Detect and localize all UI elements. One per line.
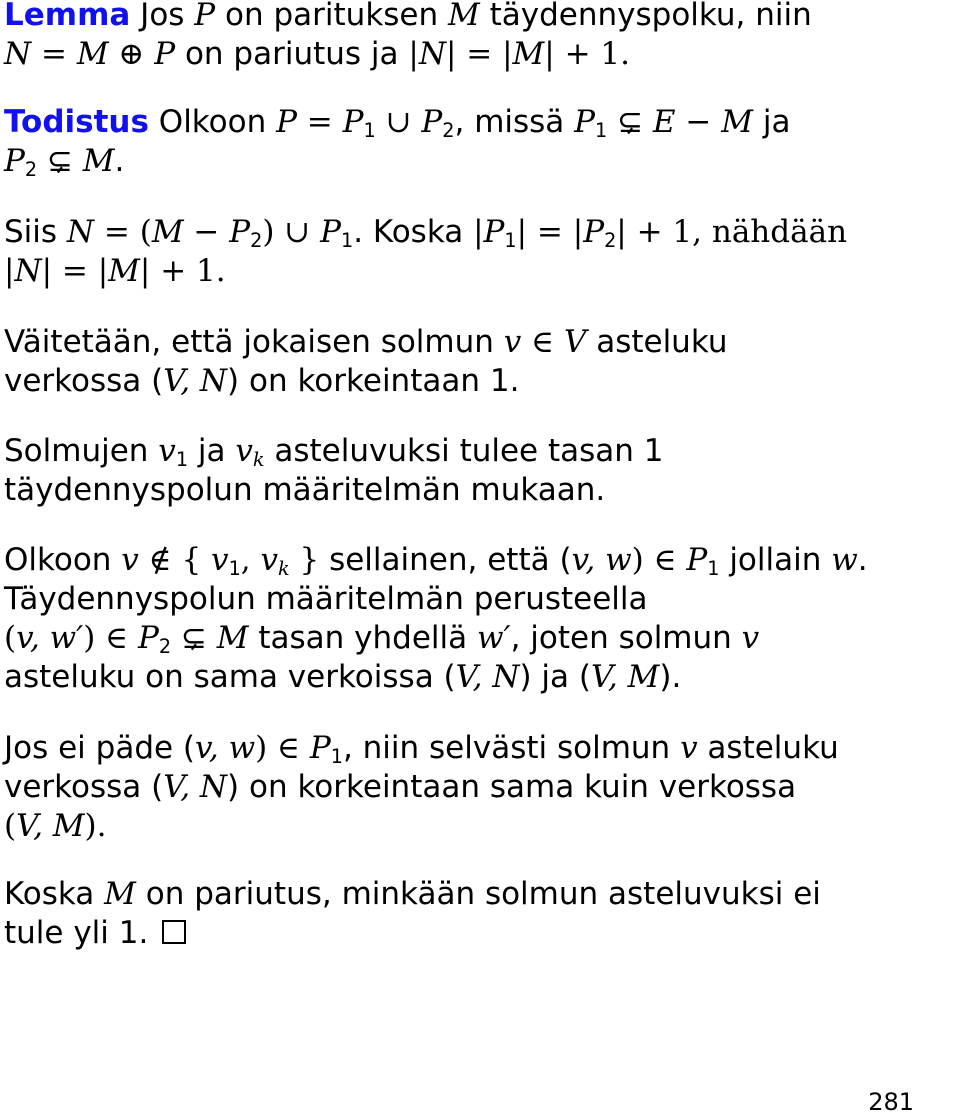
math-symbol: P [276, 104, 297, 140]
math-symbol: v [503, 324, 522, 360]
math-operator: + 1, nähdään [626, 214, 848, 250]
math-operator: ⊊ [37, 143, 83, 179]
subscript: 2 [24, 157, 38, 181]
math-symbol: v, w [571, 542, 632, 578]
math-operator: ( [4, 620, 17, 656]
proof-line-1 [4, 103, 790, 142]
page-number: 281 [868, 1088, 914, 1116]
p8-line-2 [4, 914, 821, 953]
math-symbol: P [574, 104, 596, 140]
math-symbol: M [216, 620, 249, 656]
math-operator: ) ∈ [255, 730, 310, 766]
p3-line-1 [4, 213, 847, 252]
math-symbol: v [741, 620, 760, 656]
text: sellainen, että ( [319, 542, 572, 578]
subscript: 1 [340, 228, 354, 252]
math-symbol: |N| [4, 253, 53, 289]
math-symbol: w [831, 542, 858, 578]
math-operator: ). [84, 808, 107, 844]
math-operator: − [183, 214, 230, 250]
math-symbol: N [66, 214, 95, 250]
subscript: 1 [175, 447, 189, 471]
lemma-line-2 [4, 35, 812, 74]
math-operator: ) ∪ [262, 214, 321, 250]
subscript: k [252, 447, 265, 471]
math-symbol: P [137, 620, 159, 656]
p4-line-1 [4, 323, 727, 362]
paragraph-7 [4, 729, 839, 846]
text: ) on korkeintaan 1. [227, 363, 520, 399]
math-operator: = [527, 214, 573, 250]
text: on parituksen [215, 0, 448, 33]
math-operator: = [296, 104, 343, 140]
math-symbol: P [154, 36, 176, 72]
text: Jos [140, 0, 195, 33]
text: on pariutus ja [175, 36, 409, 72]
math-symbol: V, M [16, 808, 85, 844]
text: jollain [719, 542, 832, 578]
math-symbol: M [151, 214, 184, 250]
text: , niin selvästi solmun [342, 730, 681, 766]
text: verkossa ( [4, 769, 164, 805]
text: asteluvuksi tulee tasan 1 [264, 433, 664, 469]
math-symbol: | [516, 214, 528, 250]
lemma-paragraph [4, 0, 812, 74]
math-symbol: V, N [163, 363, 228, 399]
math-operator: ⊊ [171, 620, 217, 656]
math-symbol: M [448, 0, 480, 33]
math-symbol: V, M [590, 659, 660, 695]
lemma-keyword: Lemma [4, 0, 131, 33]
text: , missä [454, 104, 575, 140]
paragraph-5 [4, 432, 664, 510]
math-operator: + 1. [554, 36, 630, 72]
subscript: 1 [504, 228, 517, 252]
text: Jos ei päde ( [4, 730, 196, 766]
math-symbol: v [235, 433, 253, 469]
proof-paragraph [4, 103, 790, 181]
math-symbol: P [686, 542, 708, 578]
text: Olkoon [158, 104, 277, 140]
math-operator: , [240, 542, 261, 578]
math-operator: ∈ [521, 324, 564, 360]
math-operator: ) ∈ [83, 620, 138, 656]
text: Väitetään, että jokaisen solmun [4, 324, 504, 360]
math-symbol: P [309, 730, 331, 766]
math-operator: ⊕ [108, 36, 155, 72]
p6-line-4 [4, 658, 868, 697]
math-symbol: |P [473, 214, 505, 250]
subscript: 1 [595, 118, 608, 142]
math-symbol: P [229, 214, 251, 250]
p6-line-1 [4, 541, 868, 580]
p4-line-2 [4, 362, 727, 401]
text: . [114, 143, 125, 179]
math-symbol: P [4, 143, 25, 179]
math-symbol: |M| [97, 253, 151, 289]
math-operator: = [31, 36, 77, 72]
proof-line-2 [4, 142, 790, 181]
text: . Koska [353, 214, 474, 250]
math-symbol: V, N [163, 769, 228, 805]
text: Siis [4, 214, 67, 250]
math-symbol: P [342, 104, 364, 140]
math-symbol: v [121, 542, 139, 578]
math-symbol: v [680, 730, 698, 766]
qed-square-icon [162, 920, 186, 944]
text: Koska [4, 876, 105, 912]
math-operator: ) ∈ [631, 542, 687, 578]
text: täydennyspolku, niin [479, 0, 812, 33]
text: tasan yhdellä [248, 620, 477, 656]
text: asteluku [586, 324, 728, 360]
math-symbol: |P [572, 214, 605, 250]
subscript: 1 [330, 744, 343, 768]
math-symbol: M [721, 104, 753, 140]
subscript: 2 [158, 634, 172, 658]
lemma-line-1 [4, 0, 812, 35]
text: ) ja ( [519, 659, 591, 695]
math-operator: − [675, 104, 722, 140]
math-operator: + 1. [150, 253, 226, 289]
p7-line-2 [4, 768, 839, 807]
text: Solmujen [4, 433, 159, 469]
subscript: 2 [604, 228, 617, 252]
math-symbol: E [652, 104, 676, 140]
paragraph-4 [4, 323, 727, 401]
math-symbol: P [320, 214, 341, 250]
p3-line-2 [4, 252, 847, 291]
p7-line-3 [4, 807, 839, 846]
text: . [857, 542, 868, 578]
math-symbol: P [421, 104, 443, 140]
math-symbol: v [158, 433, 176, 469]
paragraph-8 [4, 875, 821, 953]
math-symbol: v [211, 542, 229, 578]
text: Olkoon [4, 542, 122, 578]
math-symbol: M [76, 36, 109, 72]
math-operator: = [52, 253, 98, 289]
text: on pariutus, minkään solmun asteluvuksi ei [135, 876, 821, 912]
text: ) on korkeintaan sama kuin verkossa [227, 769, 797, 805]
text: tule yli 1. [4, 915, 149, 951]
math-symbol: |N| [408, 36, 457, 72]
text: asteluku [697, 730, 839, 766]
paragraph-3 [4, 213, 847, 291]
p8-line-1 [4, 875, 821, 914]
text: ja [753, 104, 791, 140]
text: asteluku on sama verkoissa ( [4, 659, 456, 695]
subscript: k [278, 556, 290, 580]
p5-line-2: täydennyspolun määritelmän mukaan. [4, 472, 606, 508]
math-symbol: v [260, 542, 279, 578]
math-symbol: M [82, 143, 115, 179]
math-symbol: | [616, 214, 627, 250]
math-symbol: P [194, 0, 216, 33]
math-operator: ⊊ [607, 104, 653, 140]
text: ). [659, 659, 682, 695]
paragraph-6 [4, 541, 868, 697]
math-symbol: V, N [455, 659, 520, 695]
math-symbol: v, w′ [16, 620, 84, 656]
math-operator: ∉ { [138, 542, 212, 578]
math-symbol: v, w [195, 730, 256, 766]
math-symbol: w′ [476, 620, 511, 656]
subscript: 2 [442, 118, 455, 142]
math-symbol: N [4, 36, 32, 72]
math-operator: ( [4, 808, 17, 844]
p6-line-2: Täydennyspolun määritelmän perusteella [4, 581, 648, 617]
text: ja [188, 433, 236, 469]
math-symbol: V [563, 324, 587, 360]
subscript: 1 [363, 118, 376, 142]
math-symbol: M [104, 876, 136, 912]
subscript: 1 [228, 556, 241, 580]
text: verkossa ( [4, 363, 164, 399]
math-operator: = [456, 36, 503, 72]
math-operator: = ( [94, 214, 152, 250]
p5-line-1 [4, 432, 664, 471]
text: , joten solmun [510, 620, 742, 656]
math-operator: } [289, 542, 320, 578]
proof-keyword: Todistus [4, 104, 149, 140]
p6-line-3 [4, 619, 868, 658]
p7-line-1 [4, 729, 839, 768]
math-symbol: |M| [502, 36, 555, 72]
math-operator: ∪ [375, 104, 422, 140]
subscript: 1 [707, 556, 720, 580]
subscript: 2 [250, 228, 263, 252]
